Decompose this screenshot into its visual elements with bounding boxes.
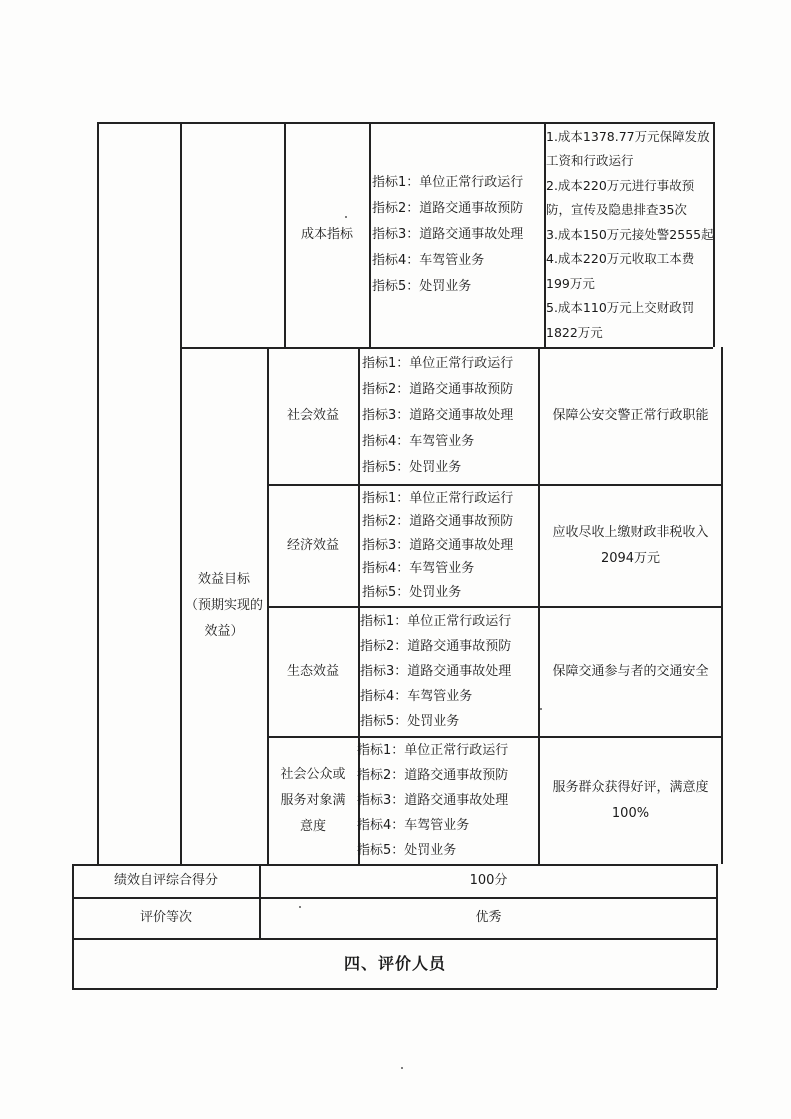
table-border-right xyxy=(716,864,718,988)
ecological-benefit-label xyxy=(269,608,357,735)
benefit-group-line: 效益） xyxy=(204,624,244,639)
value-line: 199万元 xyxy=(546,275,595,291)
indicator-item: 指标4：车驾管业务 xyxy=(372,253,485,268)
economic-benefit-label xyxy=(269,486,357,605)
value-line: 服务群众获得好评，满意度 xyxy=(552,779,709,795)
indicator-item: 指标2：道路交通事故预防 xyxy=(357,768,509,783)
indicator-item: 指标1：单位正常行政运行 xyxy=(362,356,514,371)
indicator-item: 指标4：车驾管业务 xyxy=(360,689,473,704)
scan-speck xyxy=(345,216,347,218)
satisfaction-indicator-list xyxy=(357,738,538,863)
section-title xyxy=(74,940,716,987)
table-border-right xyxy=(721,347,723,864)
indicator-item: 指标3：道路交通事故处理 xyxy=(362,408,514,423)
grade-value xyxy=(261,899,716,937)
value-line: 工资和行政运行 xyxy=(546,153,634,169)
benefit-group-line: 效益目标 xyxy=(197,572,250,587)
satisfaction-label-line: 社会公众或 xyxy=(280,766,346,782)
indicator-item: 指标4：车驾管业务 xyxy=(362,561,475,577)
value-line: 100% xyxy=(611,805,650,821)
scan-speck xyxy=(299,906,301,908)
indicator-item: 指标5：处罚业务 xyxy=(360,714,460,729)
section-title-text: 四、评价人员 xyxy=(343,953,446,973)
indicator-item: 指标2：道路交通事故预防 xyxy=(372,201,524,216)
indicator-item: 指标1：单位正常行政运行 xyxy=(360,614,512,629)
indicator-item: 指标2：道路交通事故预防 xyxy=(362,514,514,530)
score-label xyxy=(74,866,258,896)
cost-indicator-label xyxy=(286,124,368,346)
benefit-group-line: （预期实现的 xyxy=(184,598,263,613)
benefit-group-label xyxy=(182,349,266,863)
social-benefit-label xyxy=(269,349,357,483)
grade-label xyxy=(74,899,258,937)
indicator-item: 指标1：单位正常行政运行 xyxy=(372,175,524,190)
table-border-bottom xyxy=(72,988,717,990)
value-line: 保障公安交警正常行政职能 xyxy=(552,408,709,423)
indicator-item: 指标3：道路交通事故处理 xyxy=(372,227,524,242)
value-line: 2094万元 xyxy=(600,550,661,566)
indicator-item: 指标1：单位正常行政运行 xyxy=(357,743,509,758)
indicator-item: 指标5：处罚业务 xyxy=(357,843,457,858)
grade-value-text: 优秀 xyxy=(475,910,502,925)
indicator-item: 指标3：道路交通事故处理 xyxy=(360,664,512,679)
indicator-item: 指标2：道路交通事故预防 xyxy=(362,382,514,397)
value-line: 3.成本150万元接处警2555起 xyxy=(546,226,714,242)
value-line: 2.成本220万元进行事故预 xyxy=(546,177,695,193)
satisfaction-label-line: 服务对象满 xyxy=(280,792,346,808)
grade-label-text: 评价等次 xyxy=(139,910,192,925)
scan-speck xyxy=(401,1067,403,1069)
ecological-indicator-list xyxy=(360,608,538,735)
satisfaction-label-line: 意度 xyxy=(299,818,326,834)
indicator-item: 指标3：道路交通事故处理 xyxy=(362,537,514,553)
value-line: 1822万元 xyxy=(546,324,603,340)
social-label-text: 社会效益 xyxy=(286,408,339,423)
value-line: 4.成本220万元收取工本费 xyxy=(546,251,695,267)
score-value-text: 100分 xyxy=(469,873,508,888)
indicator-item: 指标5：处罚业务 xyxy=(362,584,462,600)
economic-indicator-list xyxy=(362,486,538,605)
economic-label-text: 经济效益 xyxy=(286,537,339,553)
ecological-benefit-value xyxy=(540,608,721,735)
social-indicator-list xyxy=(362,349,538,483)
ecological-label-text: 生态效益 xyxy=(286,663,339,679)
indicator-item: 指标5：处罚业务 xyxy=(372,279,472,294)
table-border-left-inner xyxy=(97,122,99,864)
indicator-item: 指标2：道路交通事故预防 xyxy=(360,639,512,654)
score-label-text: 绩效自评综合得分 xyxy=(113,873,218,888)
satisfaction-label xyxy=(269,738,357,863)
indicator-item: 指标1：单位正常行政运行 xyxy=(362,490,514,506)
indicator-item: 指标3：道路交通事故处理 xyxy=(357,793,509,808)
score-value xyxy=(261,866,716,896)
indicator-item: 指标4：车驾管业务 xyxy=(357,818,470,833)
value-line: 防，宣传及隐患排查35次 xyxy=(546,202,687,218)
satisfaction-value xyxy=(540,738,721,863)
indicator-item: 指标5：处罚业务 xyxy=(362,460,462,475)
scan-speck xyxy=(540,708,542,710)
cost-indicator-list xyxy=(372,124,544,346)
value-line: 应收尽收上缴财政非税收入 xyxy=(552,524,709,540)
indicator-item: 指标4：车驾管业务 xyxy=(362,434,475,449)
value-line: 保障交通参与者的交通安全 xyxy=(552,663,709,679)
economic-benefit-value xyxy=(540,486,721,605)
value-line: 1.成本1378.77万元保障发放 xyxy=(546,128,710,144)
social-benefit-value xyxy=(540,349,721,483)
value-line: 5.成本110万元上交财政罚 xyxy=(546,300,695,316)
cost-indicator-values xyxy=(546,124,713,346)
column-divider xyxy=(369,122,371,347)
cost-label-text: 成本指标 xyxy=(300,227,353,242)
